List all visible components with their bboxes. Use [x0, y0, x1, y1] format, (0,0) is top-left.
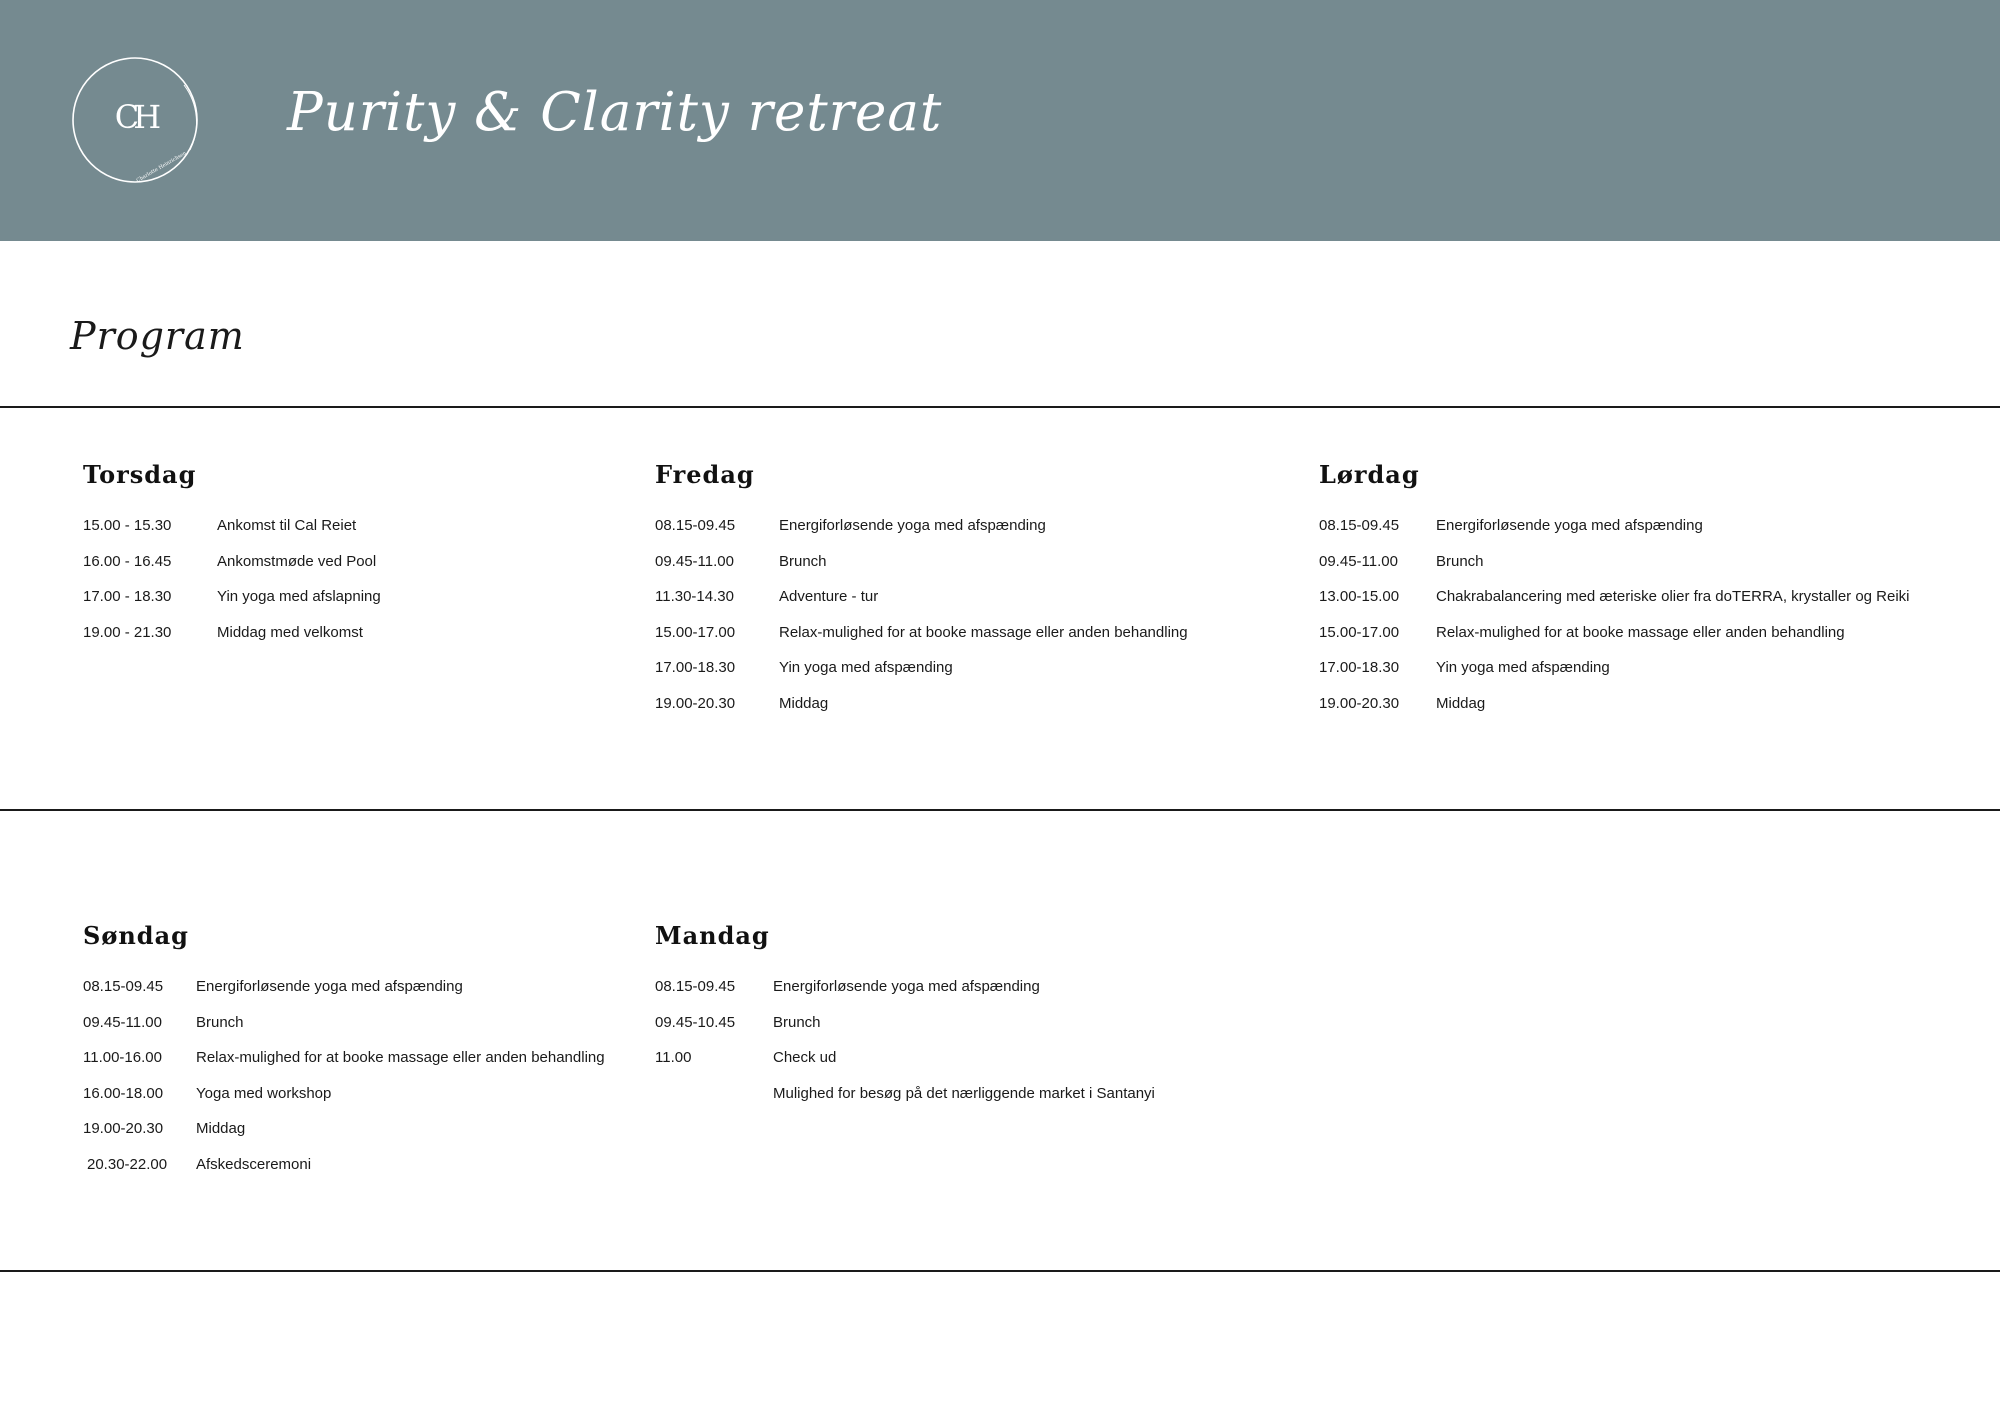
activity: Brunch [196, 1013, 244, 1031]
schedule-row [655, 1085, 1155, 1121]
schedule-row [83, 1049, 605, 1085]
activity: Energiforløsende yoga med afspænding [779, 517, 1046, 534]
time: 08.15-09.45 [655, 517, 736, 534]
day-title: Fredag [655, 460, 755, 489]
activity: Relax-mulighed for at booke massage eller anden behandling [196, 1049, 605, 1066]
page-title: Purity & Clarity retreat [287, 82, 943, 143]
day-lordag [1319, 460, 1910, 730]
schedule-row [83, 1014, 605, 1050]
time: 19.00 - 21.30 [83, 623, 172, 641]
logo-emblem [72, 55, 202, 185]
activity: Brunch [779, 552, 827, 570]
activity: Mulighed for besøg på det nærliggende market i Santanyi [773, 1084, 1155, 1102]
activity: Yin yoga med afspænding [779, 659, 953, 676]
time: 11.30-14.30 [655, 588, 734, 605]
time: 08.15-09.45 [1319, 517, 1400, 534]
activity: Ankomst til Cal Reiet [217, 517, 357, 534]
time: 19.00-20.30 [655, 694, 736, 712]
activity: Yoga med workshop [196, 1084, 332, 1102]
schedule-row [655, 1049, 1155, 1085]
schedule-row [83, 588, 381, 624]
schedule-row [1319, 553, 1910, 589]
schedule-row [655, 624, 1188, 660]
activity: Relax-mulighed for at booke massage eller anden behandling [779, 623, 1188, 641]
time: 09.45-11.00 [83, 1013, 162, 1031]
day-title: Torsdag [83, 460, 197, 489]
time: 11.00 [655, 1049, 692, 1066]
day-title: Mandag [655, 921, 770, 950]
time: 19.00-20.30 [1319, 694, 1400, 712]
schedule-row [83, 978, 605, 1014]
schedule-row [1319, 695, 1910, 731]
header-banner [0, 0, 2000, 241]
activity: Afskedsceremoni [196, 1155, 312, 1173]
program-heading: Program [70, 314, 245, 358]
schedule-row [655, 695, 1188, 731]
time: 09.45-11.00 [1319, 552, 1398, 570]
logo-caption: Charlotte Heinrichsen [135, 150, 188, 184]
day-sondag [83, 921, 605, 1191]
schedule-row [83, 624, 381, 660]
time: 15.00 - 15.30 [83, 517, 172, 534]
divider [0, 1270, 2000, 1272]
activity: Energiforløsende yoga med afspænding [773, 978, 1040, 995]
schedule-row [655, 517, 1188, 553]
activity: Energiforløsende yoga med afspænding [196, 978, 463, 995]
activity: Brunch [773, 1013, 821, 1031]
activity: Ankomstmøde ved Pool [217, 552, 377, 570]
schedule-row [1319, 517, 1910, 553]
activity: Relax-mulighed for at booke massage eller anden behandling [1436, 623, 1845, 641]
schedule-row [1319, 659, 1910, 695]
schedule-row [83, 1156, 605, 1192]
schedule-row [83, 1120, 605, 1156]
activity: Yin yoga med afslapning [217, 588, 381, 605]
activity: Chakrabalancering med æteriske olier fra doTERRA, krystaller og Reiki [1436, 588, 1910, 605]
activity: Yin yoga med afspænding [1436, 659, 1610, 676]
time: 17.00-18.30 [1319, 659, 1400, 676]
schedule-row [83, 517, 381, 553]
schedule-row [83, 1085, 605, 1121]
schedule-row [83, 553, 381, 589]
logo [72, 55, 202, 185]
time: 09.45-11.00 [655, 552, 734, 570]
day-fredag [655, 460, 1188, 730]
time: 20.30-22.00 [87, 1155, 168, 1173]
schedule-row [1319, 624, 1910, 660]
activity: Brunch [1436, 552, 1484, 570]
divider [0, 406, 2000, 408]
time: 16.00 - 16.45 [83, 552, 172, 570]
activity: Middag [779, 694, 829, 712]
time: 11.00-16.00 [83, 1049, 162, 1066]
time: 13.00-15.00 [1319, 588, 1400, 605]
time: 15.00-17.00 [1319, 623, 1400, 641]
time: 17.00 - 18.30 [83, 588, 172, 605]
schedule-row [655, 659, 1188, 695]
logo-monogram: CH [114, 98, 156, 136]
schedule-row [655, 553, 1188, 589]
time: 17.00-18.30 [655, 659, 736, 676]
schedule-row [1319, 588, 1910, 624]
activity: Check ud [773, 1049, 837, 1066]
time: 15.00-17.00 [655, 623, 736, 641]
activity: Adventure - tur [779, 588, 879, 605]
day-title: Søndag [83, 921, 189, 950]
schedule-row [655, 588, 1188, 624]
activity: Middag [196, 1120, 246, 1137]
divider [0, 809, 2000, 811]
time: 09.45-10.45 [655, 1013, 736, 1031]
time: 19.00-20.30 [83, 1120, 164, 1137]
day-title: Lørdag [1319, 460, 1420, 489]
schedule-row [655, 1014, 1155, 1050]
activity: Middag med velkomst [217, 623, 363, 641]
time: 16.00-18.00 [83, 1084, 164, 1102]
schedule-row [655, 978, 1155, 1014]
activity: Middag [1436, 694, 1486, 712]
day-mandag [655, 921, 1155, 1120]
activity: Energiforløsende yoga med afspænding [1436, 517, 1703, 534]
time: 08.15-09.45 [83, 978, 164, 995]
time: 08.15-09.45 [655, 978, 736, 995]
day-torsdag [83, 460, 381, 659]
